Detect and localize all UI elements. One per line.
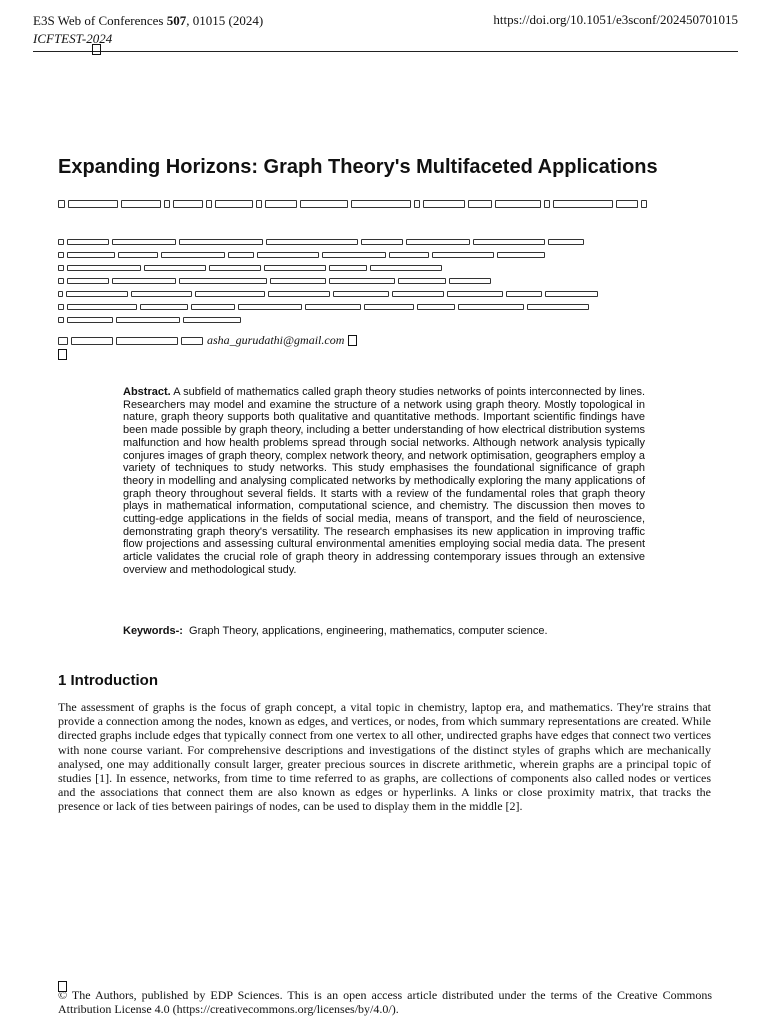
section-body: The assessment of graphs is the focus of graph concept, a vital topic in chemistry, laptop era, and mathematics. They're strains that provide a connection among the nodes, known as edges, and vertices, or nodes, from which summary representations are created. While directed graphs include edges that typically connect from one vertex to all other, undirected graphs have edges that connect two vertices with none course variant. For comprehensive descriptions and investigations of the distinct styles of graphs which are mechanically analysed, one may additionally consult larger, greater precious sources in discrete arithmetic, wherein graphs are a principal topic of studies [1]. In essence, networks, from time to time referred to as graphs, are collections of components also called nodes or vertices and the associations that connect them are also known as edges or hyperlinks. A links or close proximity matrix, that tracks the presence or lack of ties between pairings of nodes, can be used to display them in the middle [2]. (58, 700, 711, 814)
garbled-glyph (164, 200, 170, 208)
garbled-glyph (468, 200, 492, 208)
garbled-glyph (215, 200, 253, 208)
garbled-glyph (268, 291, 330, 297)
garbled-glyph (423, 200, 465, 208)
garbled-glyph (58, 304, 64, 310)
garbled-glyph (116, 317, 180, 323)
abstract (123, 386, 645, 577)
journal-name: E3S Web of Conferences (33, 13, 164, 28)
garbled-glyph (58, 278, 64, 284)
garbled-glyph (305, 304, 361, 310)
missing-glyph-icon (348, 335, 357, 346)
garbled-glyph (447, 291, 503, 297)
garbled-glyph (265, 200, 297, 208)
garbled-glyph (473, 239, 545, 245)
doi-link[interactable]: https://doi.org/10.1051/e3sconf/202450701015 (493, 12, 738, 27)
garbled-glyph (392, 291, 443, 297)
garbled-glyph (432, 252, 494, 258)
garbled-glyph (67, 317, 113, 323)
garbled-glyph (527, 304, 589, 310)
garbled-glyph (68, 200, 118, 208)
abstract-text: A subfield of mathematics called graph theory studies networks of points interconnected by lines. Researchers may model and examine the structure of a network using graph theory. Mostly topological in nature, graph theory supports both qualitative and quantitative methods. Important scientific findings have been made possible by graph theory, including a better understanding of how electrical distribution systems malfunction and how health problems spread through social networks. Although network analysis typically conjures images of graph theory, complex network theory, and network optimisation, geographers employ a variety of techniques to study networks. This study emphasises the foundational significance of graph theory in modelling and analysing complicated networks by methodically exploring the many applications of graph theory throughout several fields. It starts with a review of the fundamental roles that graph theory plays in mathematical information, computational science, and chemistry. The discussion then moves to cutting-edge applications in the fields of social media, means of transport, and the field of neuroscience, demonstrating graph theory's versatility. The research emphasises its new application in improving traffic flow projections and assessing cultural environmental amenities employing social media data. The present article validates the crucial role of graph theory in addressing contemporary issues through an extensive overview and methodological study. (123, 386, 646, 576)
garbled-glyph (329, 278, 395, 284)
garbled-glyph (495, 200, 541, 208)
article-number-year: , 01015 (2024) (186, 13, 264, 28)
garbled-glyph (497, 252, 545, 258)
garbled-glyph (181, 337, 203, 345)
garbled-glyph (140, 304, 188, 310)
affiliation-line-2 (58, 251, 598, 259)
affiliation-line-1 (58, 238, 598, 246)
garbled-glyph (116, 337, 178, 345)
garbled-glyph (266, 239, 358, 245)
garbled-glyph (191, 304, 235, 310)
corresponding-author-row (58, 333, 357, 348)
section-heading: 1 Introduction (58, 672, 158, 689)
garbled-glyph (257, 252, 319, 258)
email-prefix-garbled (58, 336, 203, 346)
journal-citation (33, 12, 263, 29)
garbled-glyph (417, 304, 455, 310)
garbled-glyph (364, 304, 414, 310)
garbled-glyph (370, 265, 442, 271)
garbled-glyph (71, 337, 113, 345)
garbled-glyph (256, 200, 262, 208)
garbled-glyph (322, 252, 386, 258)
garbled-glyph (67, 304, 137, 310)
missing-glyph-icon (58, 349, 67, 360)
author-email[interactable]: asha_gurudathi@gmail.com (207, 333, 345, 347)
garbled-glyph (264, 265, 326, 271)
garbled-glyph (616, 200, 638, 208)
garbled-glyph (458, 304, 524, 310)
garbled-glyph (351, 200, 411, 208)
garbled-glyph (398, 278, 446, 284)
garbled-glyph (406, 239, 470, 245)
affiliation-line-7 (58, 316, 598, 324)
garbled-glyph (183, 317, 241, 323)
garbled-glyph (67, 265, 141, 271)
garbled-glyph (144, 265, 206, 271)
garbled-glyph (67, 252, 115, 258)
garbled-glyph (548, 239, 584, 245)
garbled-glyph (58, 317, 64, 323)
garbled-glyph (58, 265, 64, 271)
garbled-glyph (389, 252, 429, 258)
garbled-glyph (118, 252, 158, 258)
garbled-glyph (553, 200, 613, 208)
affiliation-line-3 (58, 264, 598, 272)
garbled-glyph (544, 200, 550, 208)
garbled-glyph (449, 278, 491, 284)
garbled-glyph (238, 304, 302, 310)
affiliation-line-5 (58, 290, 598, 298)
garbled-glyph (58, 239, 64, 245)
conference-name: ICFTEST-2024 (33, 31, 113, 46)
garbled-glyph (67, 278, 109, 284)
garbled-glyph (58, 291, 63, 297)
garbled-glyph (58, 252, 64, 258)
garbled-glyph (414, 200, 420, 208)
garbled-glyph (270, 278, 326, 284)
garbled-glyph (161, 252, 225, 258)
garbled-glyph (58, 200, 65, 208)
garbled-glyph (300, 200, 348, 208)
affiliation-line-6 (58, 303, 598, 311)
garbled-glyph (66, 291, 128, 297)
garbled-glyph (131, 291, 193, 297)
header-divider (33, 51, 738, 52)
garbled-glyph (195, 291, 265, 297)
license-footer: © The Authors, published by EDP Sciences. This is an open access article distributed under the terms of the Creative Commons Attribution License 4.0 (https://creativecommons.org/licenses/by/4.0/). (58, 988, 712, 1016)
garbled-glyph (333, 291, 389, 297)
affiliation-line-4 (58, 277, 598, 285)
garbled-glyph (329, 265, 367, 271)
garbled-glyph (209, 265, 261, 271)
garbled-glyph (58, 337, 68, 345)
garbled-glyphs (58, 198, 678, 210)
garbled-glyph (179, 239, 263, 245)
authors-line-garbled (58, 198, 678, 210)
garbled-glyph (641, 200, 647, 208)
keywords (123, 625, 683, 637)
garbled-glyph (112, 239, 176, 245)
garbled-glyph (173, 200, 203, 208)
keywords-text: Graph Theory, applications, engineering, mathematics, computer science. (189, 625, 548, 637)
missing-glyph-icon (92, 44, 101, 55)
journal-volume: 507 (166, 13, 187, 28)
abstract-label: Abstract. (123, 386, 171, 398)
garbled-glyph (228, 252, 254, 258)
garbled-glyph (361, 239, 403, 245)
garbled-glyph (179, 278, 267, 284)
garbled-glyph (121, 200, 161, 208)
paper-title: Expanding Horizons: Graph Theory's Multifaceted Applications (58, 156, 658, 178)
keywords-label: Keywords-: (123, 625, 183, 637)
garbled-glyph (67, 239, 109, 245)
garbled-glyph (506, 291, 542, 297)
garbled-glyph (112, 278, 176, 284)
garbled-glyph (545, 291, 598, 297)
garbled-glyph (206, 200, 212, 208)
